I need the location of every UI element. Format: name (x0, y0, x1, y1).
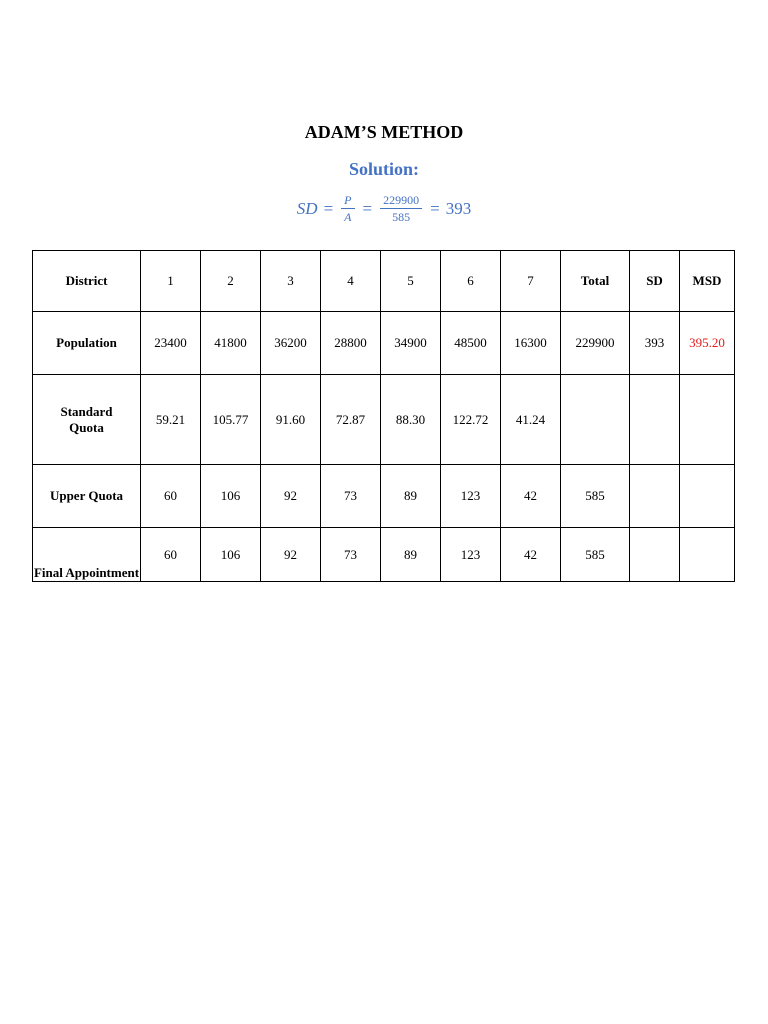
table-cell: 91.60 (261, 375, 321, 465)
table-row (33, 312, 735, 375)
table-cell (680, 528, 735, 582)
apportionment-table (32, 250, 735, 582)
table-cell: 28800 (321, 312, 381, 375)
table-cell (680, 465, 735, 528)
header-cell: District (33, 251, 141, 312)
solution-heading: Solution: (348, 159, 420, 179)
table-cell: 585 (561, 465, 630, 528)
table-cell: 89 (381, 465, 441, 528)
table-cell: 41800 (201, 312, 261, 375)
table-cell: 106 (201, 528, 261, 582)
header-row (33, 251, 735, 312)
table-cell (630, 528, 680, 582)
table-row (33, 465, 735, 528)
row-label: Upper Quota (33, 465, 141, 528)
fraction-denominator: 585 (392, 210, 411, 224)
fraction-numerator: P (341, 193, 354, 209)
formula-fraction-values (380, 193, 422, 224)
table-cell: 41.24 (501, 375, 561, 465)
table-cell: 36200 (261, 312, 321, 375)
formula-fraction-p-over-a (341, 193, 354, 224)
table-cell: 92 (261, 528, 321, 582)
table-cell: 123 (441, 528, 501, 582)
sd-formula (0, 193, 768, 224)
table-cell: 72.87 (321, 375, 381, 465)
table-cell: 106 (201, 465, 261, 528)
table-cell: 393 (630, 312, 680, 375)
header-cell: 1 (141, 251, 201, 312)
formula-equals-2: = (362, 198, 373, 218)
table-cell-highlight: 395.20 (680, 312, 735, 375)
table-cell: 89 (381, 528, 441, 582)
row-label: Final Appointment (33, 528, 141, 582)
table-cell: 123 (441, 465, 501, 528)
table-cell: 42 (501, 465, 561, 528)
table-cell: 122.72 (441, 375, 501, 465)
table-cell: 585 (561, 528, 630, 582)
table-cell: 105.77 (201, 375, 261, 465)
table-row (33, 375, 735, 465)
table-cell: 16300 (501, 312, 561, 375)
table-row (33, 528, 735, 582)
table-cell: 92 (261, 465, 321, 528)
header-cell: SD (630, 251, 680, 312)
header-cell: 6 (441, 251, 501, 312)
table-cell: 229900 (561, 312, 630, 375)
formula-equals-1: = (323, 198, 334, 218)
row-label: Standard Quota (33, 375, 141, 465)
formula-lhs: SD (296, 198, 318, 218)
header-cell: Total (561, 251, 630, 312)
fraction-numerator: 229900 (380, 193, 422, 209)
page-title: ADAM’S METHOD (304, 122, 464, 142)
formula-equals-3: = (430, 198, 440, 218)
table-cell: 48500 (441, 312, 501, 375)
table-cell: 42 (501, 528, 561, 582)
row-label: Population (33, 312, 141, 375)
header-cell: 3 (261, 251, 321, 312)
header-cell: MSD (680, 251, 735, 312)
header-cell: 2 (201, 251, 261, 312)
table-cell (630, 465, 680, 528)
header-cell: 5 (381, 251, 441, 312)
table-cell: 23400 (141, 312, 201, 375)
table-cell: 60 (141, 465, 201, 528)
fraction-denominator: A (344, 210, 352, 224)
table-cell (680, 375, 735, 465)
table-cell (630, 375, 680, 465)
table-cell: 73 (321, 465, 381, 528)
table-cell: 88.30 (381, 375, 441, 465)
table-cell: 60 (141, 528, 201, 582)
header-cell: 7 (501, 251, 561, 312)
table-cell: 59.21 (141, 375, 201, 465)
table-cell (561, 375, 630, 465)
table-cell: 73 (321, 528, 381, 582)
table-cell: 34900 (381, 312, 441, 375)
formula-result: 393 (445, 198, 472, 218)
header-cell: 4 (321, 251, 381, 312)
